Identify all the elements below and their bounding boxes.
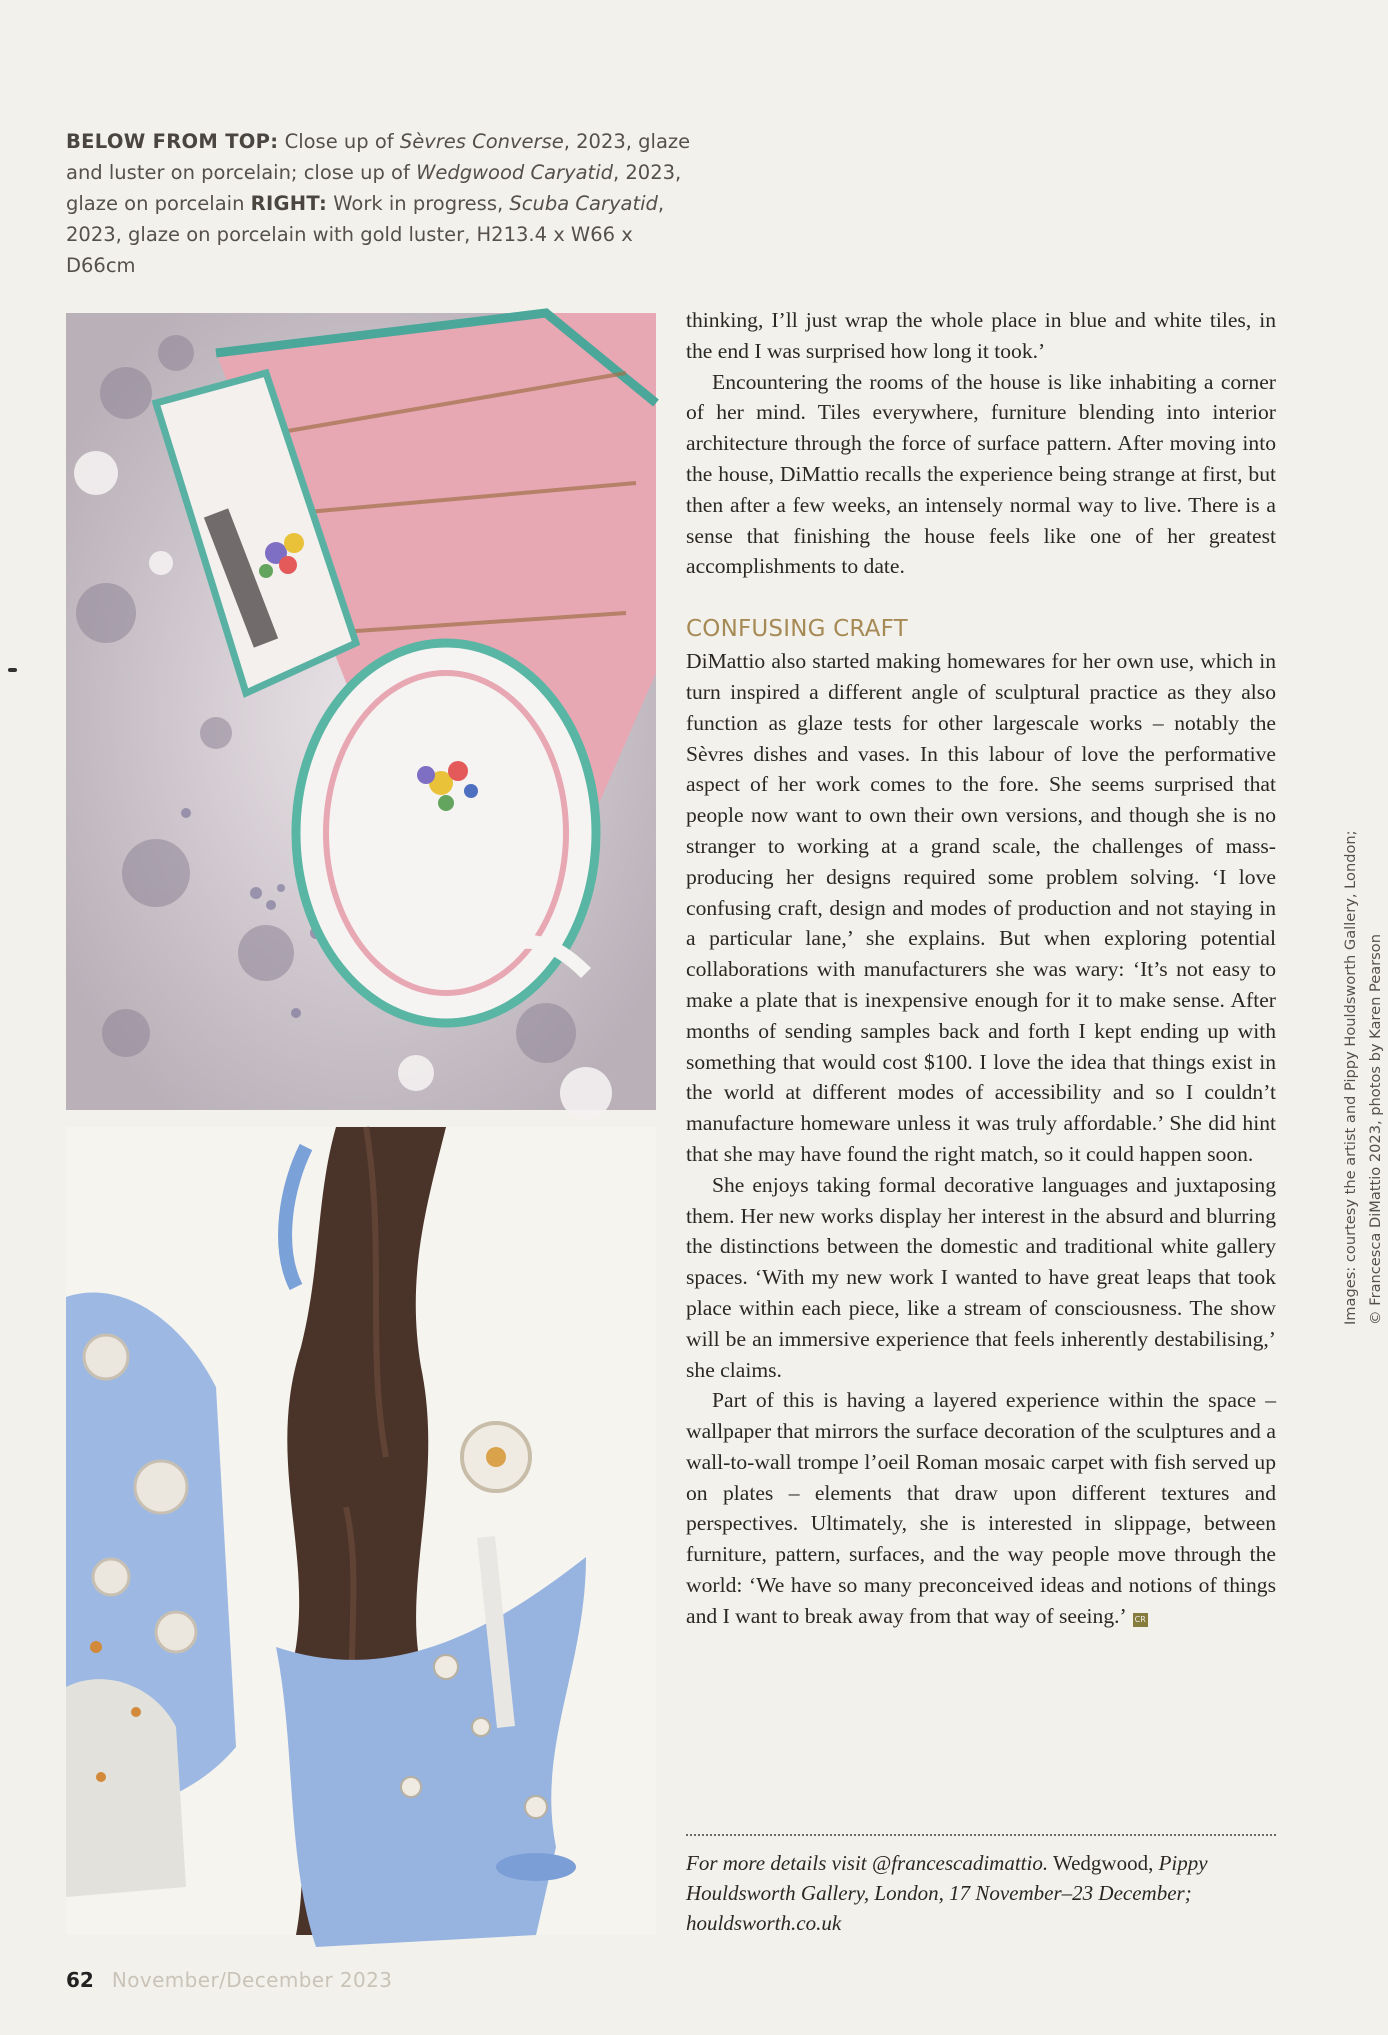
paragraph: DiMattio also started making homewares for her own use, which in turn inspired a different angle of sculptural practice as they also function as glaze tests for other largescale works – notably the Sèvres dishes and vases. In this labour of love the performative aspect of her work comes to the fore. She seems surprised that people now want to own their own versions, and though she is no stranger to working at a grand scale, the challenges of mass-producing her designs required some problem solving. ‘I love confusing craft, design and modes of production and not staying in a particular lane,’ she explains. But when exploring potential collaborations with manufacturers she was wary: ‘It’s not easy to make a plate that is inexpensive enough for it to make sense. After months of sending samples back and forth I kept ending up with something that would cost $100. I love the idea that things exist in the world at different modes of accessibility and so I couldn’t manufacture homeware unless it was truly affordable.’ She did hint that she may have found the right match, so it could happen soon. — [686, 649, 1276, 1166]
photo-caption: BELOW FROM TOP: Close up of Sèvres Converse, 2023, glaze and luster on porcelain; close up of Wedgwood Caryatid, 2023, glaze on porcelain RIGHT: Work in progress, Scuba Caryatid, 2023, glaze on porcelain with gold luster, H213.4 x W66 x D66cm — [66, 130, 691, 277]
details-link-text: For more details visit @francescadimattio. — [686, 1851, 1049, 1875]
paragraph: She enjoys taking formal decorative languages and juxtaposing them. Her new works display her interest in the absurd and blurring the distinctions between the domestic and traditional white gallery spaces. ‘With my new work I wanted to have great leaps that took place within each piece, like a stream of consciousness. The show will be an immersive experience that feels inherently destabilising,’ she claims. — [686, 1172, 1276, 1382]
section-heading: CONFUSING CRAFT — [686, 616, 908, 643]
article-body — [686, 305, 1276, 1632]
page-number: 62 — [66, 1968, 94, 1992]
paragraph-continuation: thinking, I’ll just wrap the whole place in blue and white tiles, in the end I was surprised how long it took.’ — [686, 308, 1276, 363]
sevres-converse-illustration — [66, 313, 656, 1110]
page-footer — [66, 1968, 392, 1992]
end-mark-logo: CR — [1133, 1613, 1148, 1627]
wedgwood-caryatid-illustration — [66, 1127, 656, 1935]
paragraph: Encountering the rooms of the house is like inhabiting a corner of her mind. Tiles everywhere, furniture blending into interior architecture through the force of surface pattern. After moving into the house, DiMattio recalls the experience being strange at first, but then after a few weeks, an intensely normal way to live. There is a sense that finishing the house feels like one of her greatest accomplishments to date. — [686, 369, 1276, 579]
scan-speck — [8, 668, 17, 672]
more-details-note: For more details visit @francescadimattio. Wedgwood, Pippy Houldsworth Gallery, London, 17 November–23 December; houldsworth.co.uk — [686, 1851, 1208, 1935]
paragraph-text: Part of this is having a layered experience within the space – wallpaper that mirrors the surface decoration of the sculptures and a wall-to-wall trompe l’oeil Roman mosaic carpet with fish served up on plates – elements that draw upon different textures and perspectives. Ultimately, she is interested in slippage, between furniture, pattern, surfaces, and the way people move through the world: ‘We have so many preconceived ideas and notions of things and I want to break away from that way of seeing.’ — [686, 1388, 1276, 1628]
image-credit: Images: courtesy the artist and Pippy Houldsworth Gallery, London; © Francesca DiMattio 2023, photos by Karen Pearson — [1342, 830, 1384, 1325]
dotted-divider — [686, 1834, 1276, 1836]
issue-date: November/December 2023 — [111, 1968, 393, 1992]
wedgwood-caryatid-closeup-photo — [66, 1127, 656, 1935]
paragraph-final — [686, 1385, 1276, 1631]
sevres-converse-closeup-photo — [66, 313, 656, 1110]
